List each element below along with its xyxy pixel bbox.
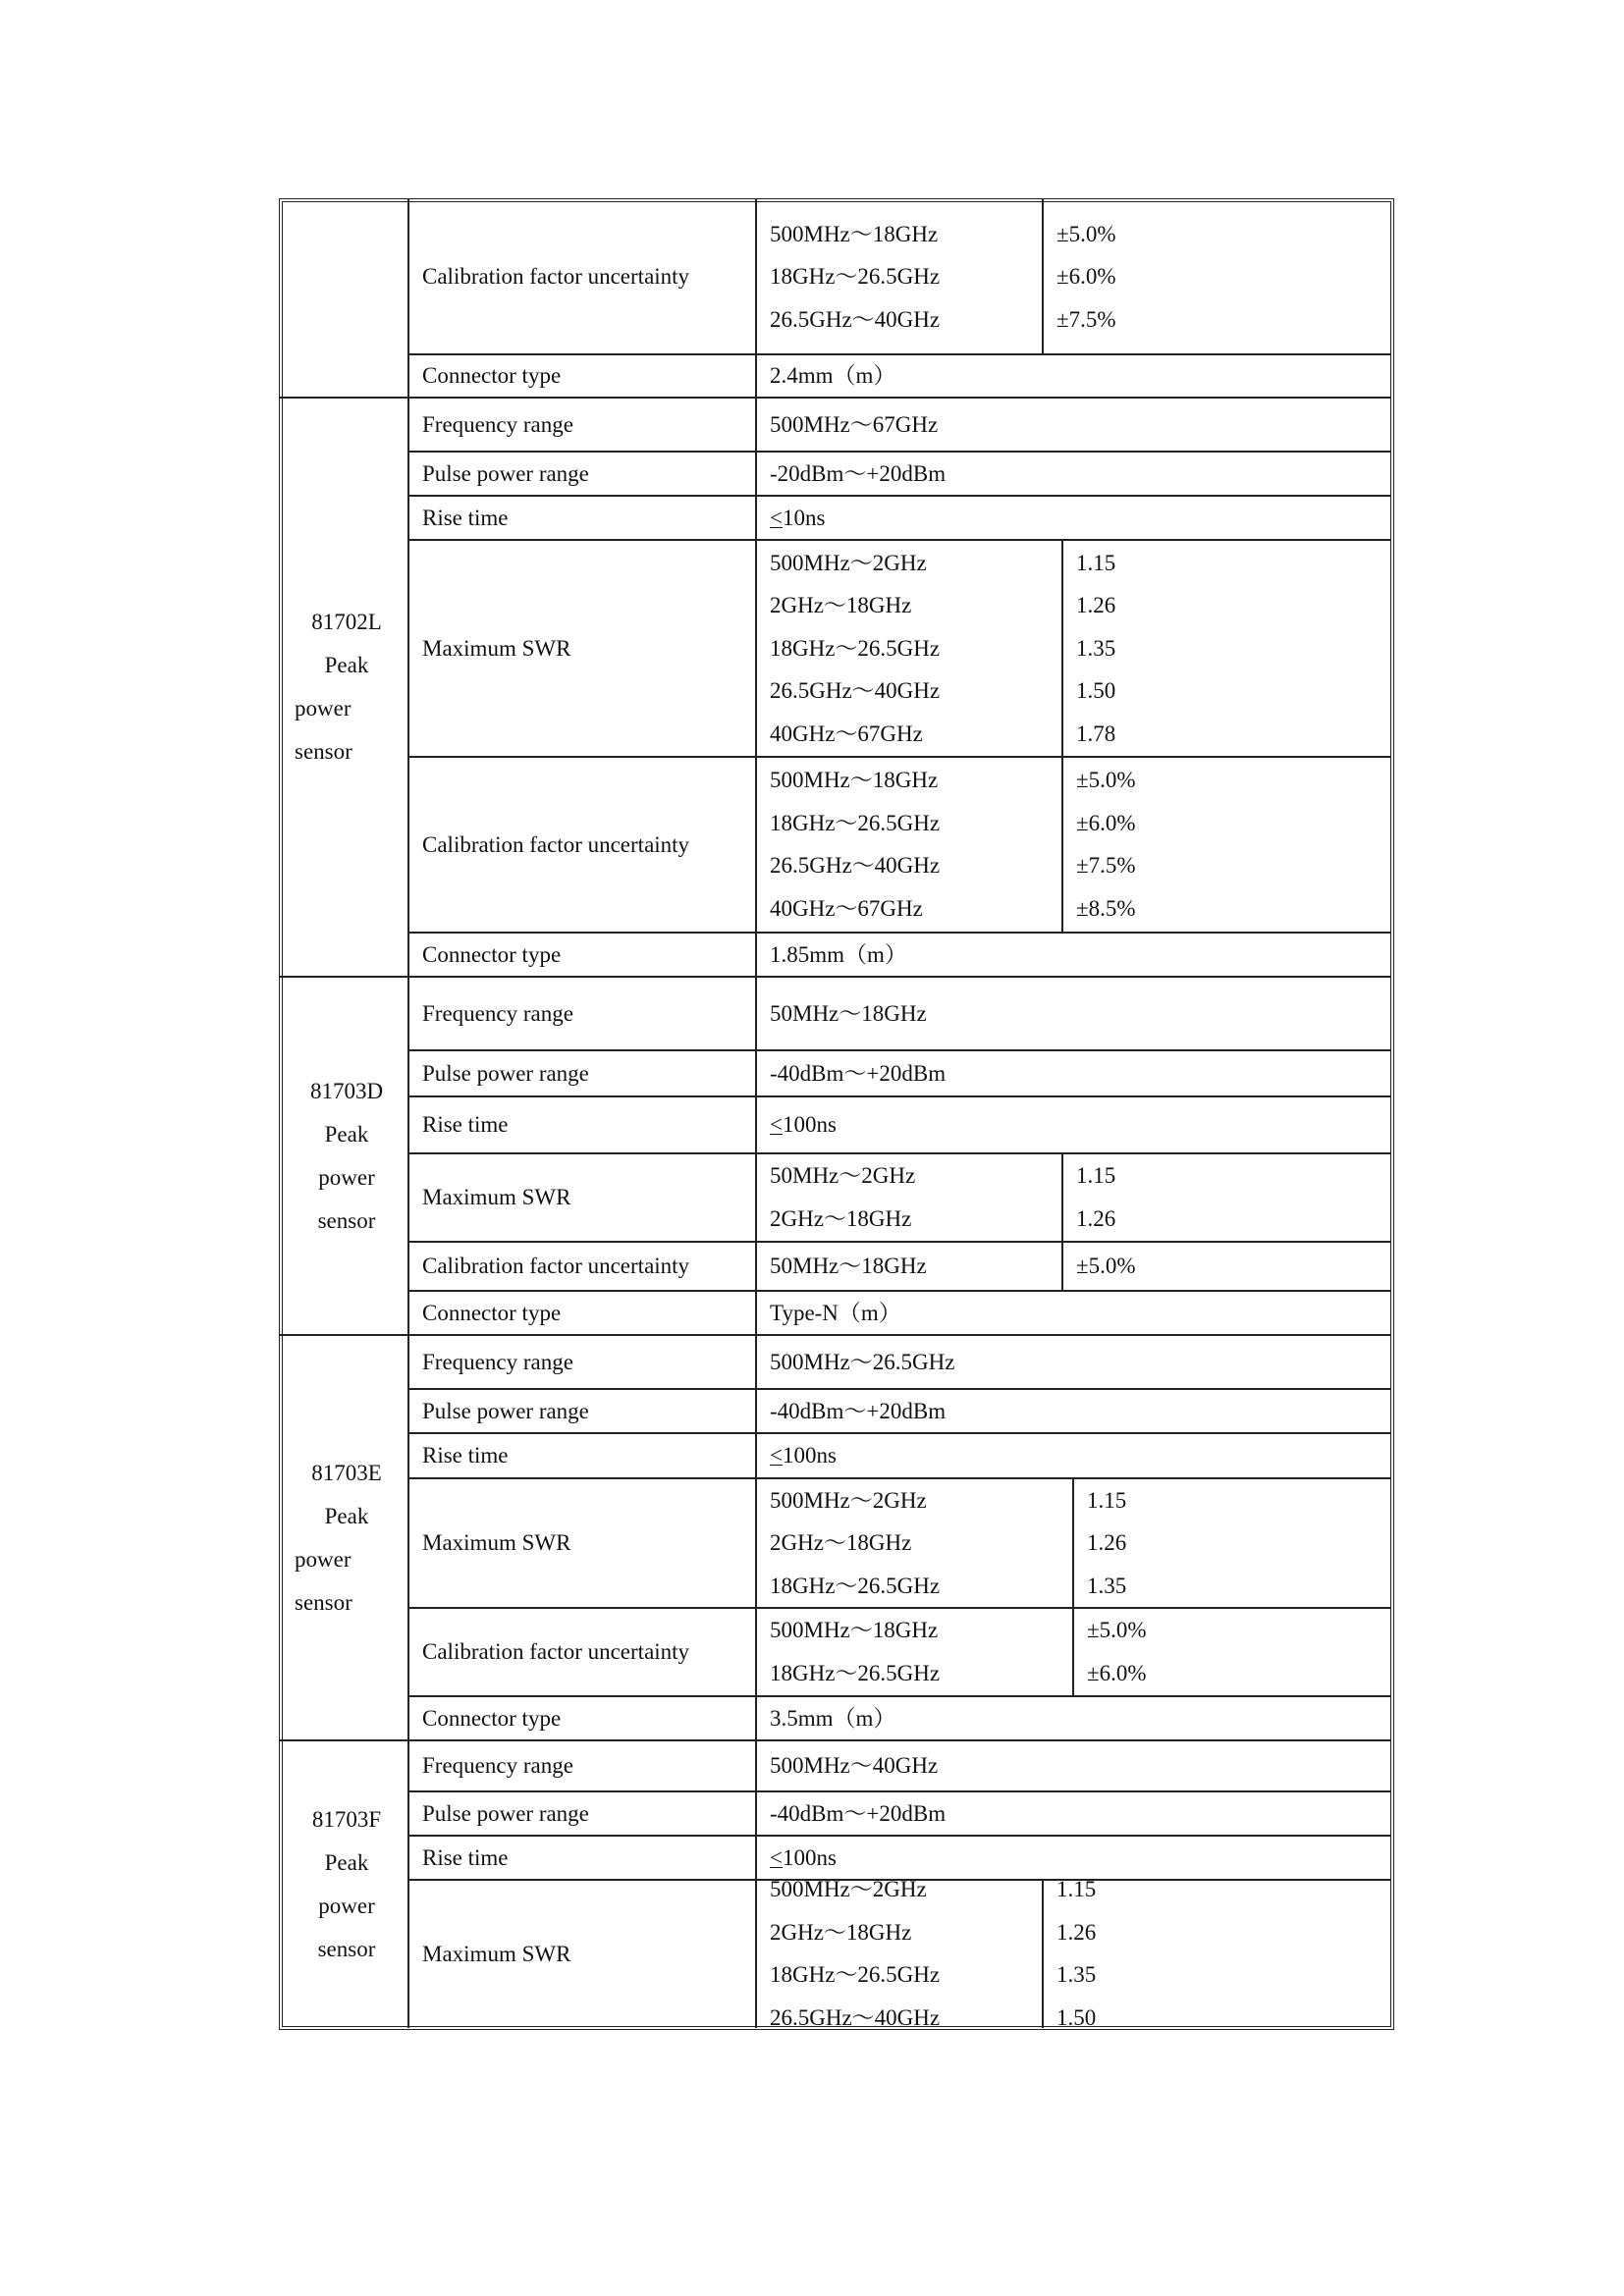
spec-value: 1.15 xyxy=(1076,550,1116,575)
frequency-range-value: 18GHz～26.5GHz xyxy=(770,810,941,835)
section-divider xyxy=(279,976,1390,978)
frequency-range-value: 50MHz～2GHz xyxy=(770,1163,916,1189)
spec-value: 1.15 xyxy=(1056,1877,1097,1902)
parameter-value: 2.4mm（m） xyxy=(770,363,896,388)
subcolumn-divider xyxy=(1061,540,1063,757)
parameter-label: Maximum SWR xyxy=(422,1530,571,1555)
subcolumn-divider xyxy=(1072,1608,1074,1696)
parameter-label: Maximum SWR xyxy=(422,635,571,661)
spec-value: 1.35 xyxy=(1076,635,1116,661)
frequency-range-value: 18GHz～26.5GHz xyxy=(770,264,941,289)
parameter-value: <100ns xyxy=(770,1844,837,1870)
model-name-cell xyxy=(283,1798,410,1971)
parameter-label: Maximum SWR xyxy=(422,1941,571,1966)
parameter-label: Calibration factor uncertainty xyxy=(422,264,690,289)
spec-value: 1.26 xyxy=(1076,1205,1116,1231)
spec-value: ±6.0% xyxy=(1076,810,1136,835)
parameter-label: Maximum SWR xyxy=(422,1185,571,1209)
spec-value: ±7.5% xyxy=(1076,853,1136,879)
parameter-value: 500MHz～67GHz xyxy=(770,411,939,437)
spec-value: ±7.5% xyxy=(1056,306,1116,332)
model-line: sensor xyxy=(295,1589,352,1615)
spec-value: 1.26 xyxy=(1076,593,1116,617)
model-line: sensor xyxy=(295,739,352,764)
parameter-label: Frequency range xyxy=(422,1753,573,1778)
model-name-cell xyxy=(283,1452,410,1625)
frequency-range-value: 26.5GHz～40GHz xyxy=(770,853,941,879)
model-line: power xyxy=(295,1546,352,1572)
parameter-label: Rise time xyxy=(422,1443,509,1468)
parameter-label: Connector type xyxy=(422,941,562,967)
frequency-range-value: 26.5GHz～40GHz xyxy=(770,306,941,332)
parameter-value: -40dBm～+20dBm xyxy=(770,1800,947,1826)
parameter-label: Connector type xyxy=(422,1300,562,1325)
model-line: Peak xyxy=(324,1849,369,1875)
frequency-range-value: 2GHz～18GHz xyxy=(770,1205,912,1231)
frequency-range-value: 500MHz～18GHz xyxy=(770,1618,939,1643)
model-line: 81703D xyxy=(309,1078,384,1103)
parameter-label: Calibration factor uncertainty xyxy=(422,1254,690,1278)
spec-value: ±6.0% xyxy=(1087,1660,1147,1685)
spec-value: 1.15 xyxy=(1087,1487,1127,1513)
model-line: 81703E xyxy=(311,1460,382,1485)
frequency-range-value: 26.5GHz～40GHz xyxy=(770,2004,941,2030)
spec-value: ±5.0% xyxy=(1076,768,1136,793)
spec-value: ±8.5% xyxy=(1076,895,1136,921)
less-equal-symbol: < xyxy=(770,505,783,530)
parameter-value: -40dBm～+20dBm xyxy=(770,1398,947,1423)
frequency-range-value: 500MHz～18GHz xyxy=(770,768,939,793)
subcolumn-divider xyxy=(1061,757,1063,933)
parameter-value: 500MHz～40GHz xyxy=(770,1753,939,1778)
parameter-label: Connector type xyxy=(422,1705,562,1731)
parameter-label: Calibration factor uncertainty xyxy=(422,831,690,857)
row-divider xyxy=(408,1049,1390,1051)
model-line: sensor xyxy=(317,1207,376,1233)
frequency-range-value: 500MHz～2GHz xyxy=(770,1487,927,1513)
parameter-value: <100ns xyxy=(770,1112,837,1137)
model-line: sensor xyxy=(317,1936,376,1961)
spec-value: 1.78 xyxy=(1076,721,1116,746)
model-line: power xyxy=(318,1893,375,1918)
parameter-label: Pulse power range xyxy=(422,460,589,486)
section-divider xyxy=(279,1739,1390,1741)
model-line: power xyxy=(295,696,352,721)
frequency-range-value: 50MHz～18GHz xyxy=(770,1254,927,1278)
parameter-label: Frequency range xyxy=(422,411,573,437)
parameter-value: -20dBm～+20dBm xyxy=(770,460,947,486)
spec-value: 1.50 xyxy=(1076,678,1116,703)
spec-value: ±5.0% xyxy=(1076,1254,1136,1278)
subcolumn-divider xyxy=(1042,199,1044,354)
row-divider xyxy=(408,495,1390,497)
parameter-value: -40dBm～+20dBm xyxy=(770,1060,947,1086)
column-divider-parameter xyxy=(755,199,757,2028)
parameter-value: 1.85mm（m） xyxy=(770,941,907,967)
less-equal-symbol: < xyxy=(770,1443,783,1468)
model-name-cell xyxy=(283,601,410,774)
row-divider xyxy=(408,1477,1390,1479)
row-divider xyxy=(408,1607,1390,1609)
frequency-range-value: 18GHz～26.5GHz xyxy=(770,635,941,661)
parameter-label: Frequency range xyxy=(422,1000,573,1026)
frequency-range-value: 2GHz～18GHz xyxy=(770,1530,912,1555)
row-divider xyxy=(408,1835,1390,1837)
spec-value: ±5.0% xyxy=(1087,1618,1147,1643)
model-line: Peak xyxy=(324,1503,369,1528)
subcolumn-divider xyxy=(1061,1153,1063,1242)
subcolumn-divider xyxy=(1042,1880,1044,2028)
parameter-value: <10ns xyxy=(770,505,826,530)
parameter-label: Connector type xyxy=(422,363,562,388)
frequency-range-value: 500MHz～18GHz xyxy=(770,221,939,246)
row-divider xyxy=(408,1695,1390,1697)
row-divider xyxy=(408,1432,1390,1434)
row-divider xyxy=(408,1388,1390,1390)
frequency-range-value: 40GHz～67GHz xyxy=(770,721,923,746)
row-divider xyxy=(408,451,1390,453)
model-line: 81702L xyxy=(311,610,382,634)
section-divider xyxy=(279,1334,1390,1336)
frequency-range-value: 18GHz～26.5GHz xyxy=(770,1962,941,1988)
parameter-value: 3.5mm（m） xyxy=(770,1705,896,1731)
row-divider xyxy=(408,539,1390,541)
row-divider xyxy=(408,1241,1390,1243)
parameter-label: Rise time xyxy=(422,1844,509,1870)
spec-value: 1.35 xyxy=(1087,1573,1127,1598)
row-divider xyxy=(408,353,1390,355)
row-divider xyxy=(408,1790,1390,1792)
parameter-label: Calibration factor uncertainty xyxy=(422,1639,690,1664)
parameter-label: Rise time xyxy=(422,505,509,530)
subcolumn-divider xyxy=(1072,1478,1074,1608)
row-divider xyxy=(408,756,1390,758)
frequency-range-value: 500MHz～2GHz xyxy=(770,1877,927,1902)
row-divider xyxy=(408,1095,1390,1097)
model-line: 81703F xyxy=(311,1806,382,1832)
parameter-value: 50MHz～18GHz xyxy=(770,1000,927,1026)
spec-value: ±5.0% xyxy=(1056,221,1116,246)
spec-value: 1.15 xyxy=(1076,1163,1116,1189)
frequency-range-value: 26.5GHz～40GHz xyxy=(770,678,941,703)
spec-table xyxy=(279,198,1394,2030)
spec-value: 1.26 xyxy=(1087,1530,1127,1555)
row-divider xyxy=(408,1152,1390,1154)
parameter-value: <100ns xyxy=(770,1443,837,1468)
parameter-label: Frequency range xyxy=(422,1349,573,1374)
model-name-cell xyxy=(283,1070,410,1243)
spec-value: ±6.0% xyxy=(1056,264,1116,289)
frequency-range-value: 2GHz～18GHz xyxy=(770,1919,912,1945)
frequency-range-value: 18GHz～26.5GHz xyxy=(770,1660,941,1685)
spec-value: 1.26 xyxy=(1056,1919,1097,1945)
section-divider xyxy=(279,397,1390,399)
parameter-label: Pulse power range xyxy=(422,1398,589,1423)
row-divider xyxy=(408,932,1390,934)
model-line: Peak xyxy=(324,653,369,677)
parameter-value: 500MHz～26.5GHz xyxy=(770,1349,955,1374)
row-divider xyxy=(408,1290,1390,1292)
parameter-label: Rise time xyxy=(422,1112,509,1137)
parameter-label: Pulse power range xyxy=(422,1060,589,1086)
frequency-range-value: 18GHz～26.5GHz xyxy=(770,1573,941,1598)
frequency-range-value: 500MHz～2GHz xyxy=(770,550,927,575)
subcolumn-divider xyxy=(1061,1242,1063,1291)
parameter-value: Type-N（m） xyxy=(770,1300,901,1325)
model-line: power xyxy=(318,1164,375,1190)
frequency-range-value: 40GHz～67GHz xyxy=(770,895,923,921)
model-line: Peak xyxy=(324,1121,369,1147)
spec-value: 1.50 xyxy=(1056,2004,1097,2030)
less-equal-symbol: < xyxy=(770,1112,783,1137)
spec-value: 1.35 xyxy=(1056,1962,1097,1988)
frequency-range-value: 2GHz～18GHz xyxy=(770,593,912,617)
less-equal-symbol: < xyxy=(770,1844,783,1870)
parameter-label: Pulse power range xyxy=(422,1800,589,1826)
